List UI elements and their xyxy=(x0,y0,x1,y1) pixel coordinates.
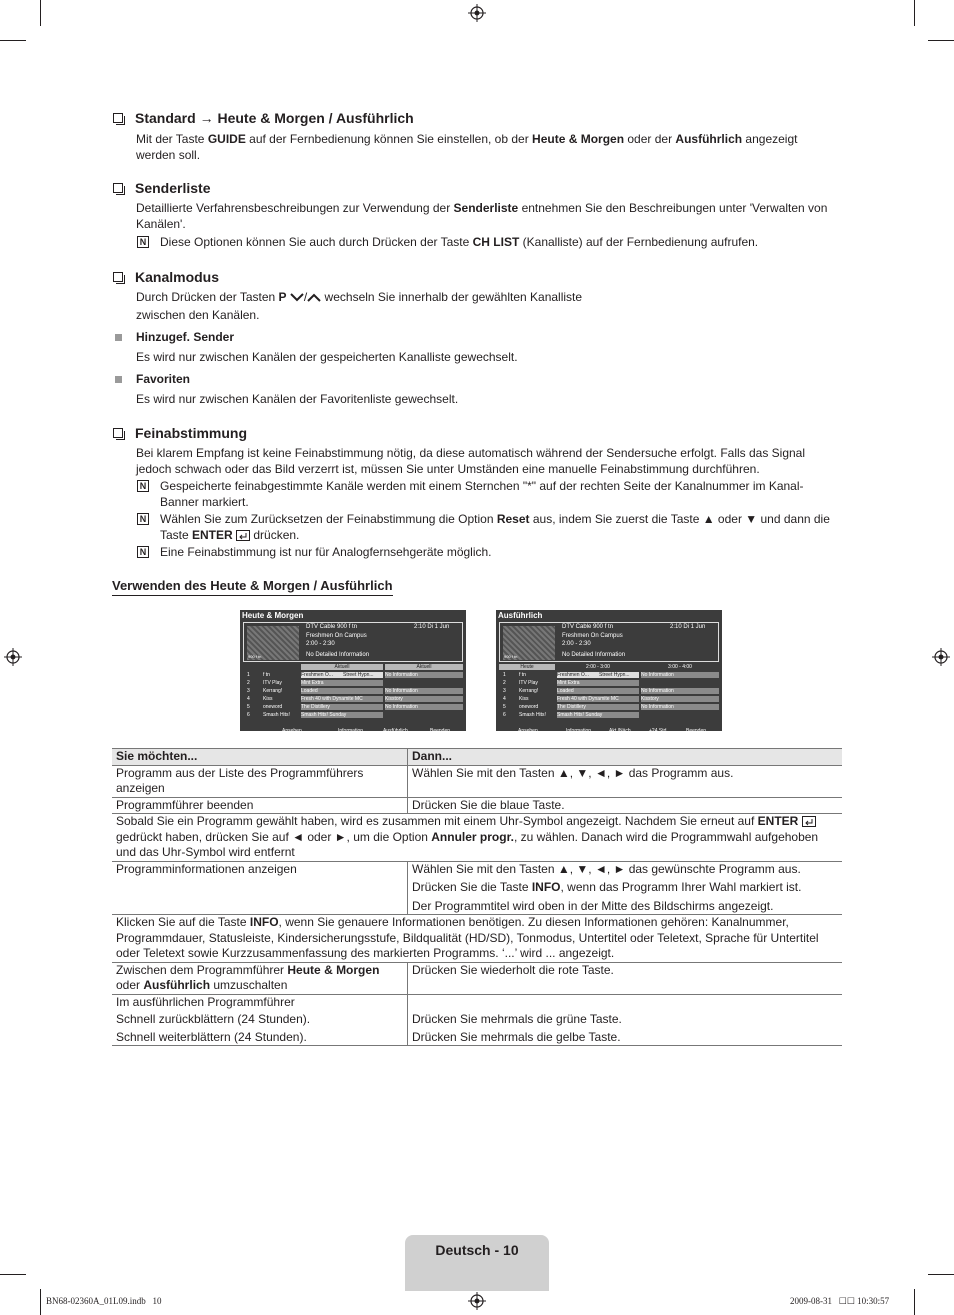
checkbox-bullet-icon xyxy=(113,113,123,123)
feinabstimmung-note-2: Wählen Sie zum Zurücksetzen der Feinabstimmung die Option Reset aus, indem Sie zuerst die Taste ▲ oder ▼ und dann die Taste ENTER drücken. xyxy=(160,512,830,542)
program-slot-b xyxy=(343,712,383,718)
table-cell: Klicken Sie auf die Taste INFO, wenn Sie genauere Informationen benötigen. Zu diesen Informationen gehören: Kanalnummer, Programmdauer, Statusleiste, Kindersicherungsstufe, Bildqualität (HD/SD), Tonmodus, Untertitel oder Teletext, Sprache für Untertitel oder Teletext sowie Kurzzusammenfassung des markierten Programms. ‘...’ wird ... angezeigt. xyxy=(112,915,842,963)
channel-number: 1 xyxy=(503,672,506,678)
footer-item: Information xyxy=(566,728,592,734)
col-header-a: Heute xyxy=(499,664,555,670)
channel-number: 4 xyxy=(503,696,506,702)
program-slot-a: Mint Extra xyxy=(557,680,639,686)
table-header-cell: Sie möchten... xyxy=(112,749,408,766)
enter-icon xyxy=(802,816,816,827)
program-slot-c: Kisstory xyxy=(385,696,463,702)
guide-channel-row[interactable] xyxy=(243,680,463,686)
footer-item: Akt./Näch xyxy=(609,728,631,734)
section-title-senderliste: Senderliste xyxy=(113,180,210,196)
program-slot-b xyxy=(599,688,639,694)
senderliste-note: Diese Optionen können Sie auch durch Drücken der Taste CH LIST (Kanalliste) auf der Fernbedienung aufrufen. xyxy=(160,235,759,249)
program-slot-c: Kisstory xyxy=(641,696,719,702)
col-header-a xyxy=(243,664,299,670)
crop-mark xyxy=(40,0,41,26)
section-title-kanalmodus: Kanalmodus xyxy=(113,269,219,285)
channel-number: 6 xyxy=(503,712,506,718)
note-icon: N xyxy=(137,480,149,492)
guide-channel-row[interactable] xyxy=(243,672,463,678)
program-slot-b xyxy=(343,696,383,702)
program-slot-a: Loaded xyxy=(557,688,639,694)
table-row xyxy=(112,915,842,963)
channel-name: oneword xyxy=(519,704,539,710)
footer-item: Ansehen xyxy=(518,728,538,734)
info-program: Freshmen On Campus xyxy=(562,633,623,639)
guide-channel-row[interactable] xyxy=(243,712,463,718)
channel-name: ITV Play xyxy=(263,680,282,686)
footer-item: Information xyxy=(338,728,364,734)
program-slot-a: The Distillery xyxy=(301,704,383,710)
footer-item: Ausführlich xyxy=(383,728,408,734)
favoriten-text: Es wird nur zwischen Kanälen der Favoritenliste gewechselt. xyxy=(136,392,459,406)
footer-item: Beenden xyxy=(430,728,451,734)
program-slot-b: Street Hypn... xyxy=(599,672,639,678)
program-info-panel xyxy=(243,622,463,662)
footer-item: Ansehen xyxy=(282,728,302,734)
square-bullet-icon xyxy=(115,376,122,383)
guide-channel-row[interactable] xyxy=(243,688,463,694)
program-slot-b xyxy=(599,712,639,718)
kanalmodus-text: Durch Drücken der Tasten P / wechseln Sie innerhalb der gewählten Kanalliste zwischen den Kanälen. xyxy=(136,290,583,322)
thumb-label: 900 f tn xyxy=(504,654,518,659)
channel-name: Smash Hits! xyxy=(263,712,290,718)
section-title-feinabstimmung: Feinabstimmung xyxy=(113,425,247,441)
info-detail: No Detailed Information xyxy=(306,652,370,658)
program-slot-b: Street Hypn... xyxy=(343,672,383,678)
program-slot-b xyxy=(599,680,639,686)
channel-name: ITV Play xyxy=(519,680,538,686)
channel-name: Kiss xyxy=(519,696,529,702)
guide-channel-row[interactable] xyxy=(499,696,719,702)
channel-number: 2 xyxy=(247,680,250,686)
program-slot-a: Freshmen O... xyxy=(557,672,639,678)
thumb-label: 900 f tn xyxy=(248,654,262,659)
program-slot-a: Smash Hits! Sunday xyxy=(301,712,383,718)
info-channel: DTV Cable 900 f tn xyxy=(562,624,614,630)
senderliste-text: Detaillierte Verfahrensbeschreibungen zur Verwendung der Senderliste entnehmen Sie den Beschreibungen unter 'Verwalten von Kanälen'. xyxy=(136,201,828,231)
feinabstimmung-text: Bei klarem Empfang ist keine Feinabstimmung nötig, da diese automatisch während der Sendersuche erfolgt. Falls das Signal jedoch schwach oder das Bild verzerrt ist, müssen Sie unter Umständen eine manuelle Feinabstimmung durchführen. xyxy=(136,446,806,476)
note-icon: N xyxy=(137,513,149,525)
screen-title: Ausführlich xyxy=(498,611,543,620)
registration-mark-icon xyxy=(468,4,486,22)
info-channel: DTV Cable 900 f tn xyxy=(306,624,358,630)
page-number: Deutsch - 10 xyxy=(435,1242,519,1258)
channel-name: f tn xyxy=(519,672,526,678)
channel-name: Kerrang! xyxy=(263,688,283,694)
program-slot-a: Fresh 40 with Dynamite MC xyxy=(557,696,639,702)
table-cell: Im ausführlichen Programmführer Schnell zurückblättern (24 Stunden). Schnell weiterblättern (24 Stunden). xyxy=(112,994,408,1046)
channel-name: oneword xyxy=(263,704,283,710)
channel-number: 3 xyxy=(247,688,250,694)
column-header-row xyxy=(499,664,719,670)
checkbox-bullet-icon xyxy=(113,272,123,282)
table-cell: Drücken Sie die blaue Taste. xyxy=(408,797,843,814)
table-row xyxy=(112,765,842,797)
crop-mark xyxy=(914,0,915,26)
table-cell: Programm aus der Liste des Programmführers anzeigen xyxy=(112,765,408,797)
guide-channel-row[interactable] xyxy=(499,672,719,678)
table-cell: Programmführer beenden xyxy=(112,797,408,814)
crop-mark xyxy=(0,1274,26,1275)
checkbox-bullet-icon xyxy=(113,428,123,438)
table-row xyxy=(112,861,842,915)
guide-channel-row[interactable] xyxy=(243,704,463,710)
table-row xyxy=(112,962,842,994)
table-cell: Drücken Sie mehrmals die grüne Taste. Drücken Sie mehrmals die gelbe Taste. xyxy=(408,994,843,1046)
channel-number: 6 xyxy=(247,712,250,718)
col-header-c: Aktuell xyxy=(385,664,463,670)
table-header-row xyxy=(112,749,842,766)
program-slot-c: No Information xyxy=(385,688,463,694)
program-slot-c xyxy=(385,712,463,718)
guide-usage-table xyxy=(112,748,842,1046)
guide-channel-row[interactable] xyxy=(499,688,719,694)
screen-title: Heute & Morgen xyxy=(242,611,304,620)
guide-channel-row[interactable] xyxy=(499,712,719,718)
table-cell: Wählen Sie mit den Tasten ▲, ▼, ◄, ► das gewünschte Programm aus. Drücken Sie die Taste INFO, wenn das Programm Ihrer Wahl markiert ist. Der Programmtitel wird oben in der Mitte des Bildschirms angezeigt. xyxy=(408,861,843,915)
subheading-hinzugef: Hinzugef. Sender xyxy=(136,330,235,344)
table-row xyxy=(112,797,842,814)
crop-mark xyxy=(928,1274,954,1275)
note-icon: N xyxy=(137,546,149,558)
table-cell: Sobald Sie ein Programm gewählt haben, wird es zusammen mit einem Uhr-Symbol angezeigt. Nachdem Sie erneut auf ENTER gedrückt haben, drücken Sie auf ◄ oder ►, um die Option Annuler progr., zu wählen. Danach wird die Programmwahl aufgehoben und das Uhr-Symbol wird entfernt xyxy=(112,814,842,862)
footer-item: Beenden xyxy=(686,728,707,734)
feinabstimmung-note-1: Gespeicherte feinabgestimmte Kanäle werden mit einem Sternchen "*" auf der rechten Seite der Kanalnummer im Kanal- Banner markiert. xyxy=(160,479,804,509)
registration-mark-icon xyxy=(468,1292,486,1310)
table-cell: Wählen Sie mit den Tasten ▲, ▼, ◄, ► das Programm aus. xyxy=(408,765,843,797)
program-slot-b xyxy=(343,688,383,694)
program-slot-c: No Information xyxy=(385,672,463,678)
guide-channel-row[interactable] xyxy=(243,696,463,702)
guide-screen-ausfuehrlich xyxy=(496,610,722,734)
subheading-favoriten: Favoriten xyxy=(136,372,191,386)
channel-number: 2 xyxy=(503,680,506,686)
channel-name: Kerrang! xyxy=(519,688,539,694)
info-slot: 2:00 - 2:30 xyxy=(306,641,335,647)
program-slot-c: No Information xyxy=(385,704,463,710)
standard-text: Mit der Taste GUIDE auf der Fernbedienung können Sie einstellen, ob der Heute & Morgen oder der Ausführlich angezeigt werden soll. xyxy=(136,132,798,162)
program-slot-c: No Information xyxy=(641,688,719,694)
enter-icon xyxy=(236,530,250,541)
section-title-standard: Standard → Heute & Morgen / Ausführlich xyxy=(113,110,414,126)
program-slot-b xyxy=(343,704,383,710)
program-slot-a: The Distillery xyxy=(557,704,639,710)
table-cell: Drücken Sie wiederholt die rote Taste. xyxy=(408,962,843,994)
hinzugef-text: Es wird nur zwischen Kanälen der gespeicherten Kanalliste gewechselt. xyxy=(136,350,518,364)
program-slot-c xyxy=(641,712,719,718)
info-time: 2:10 Di 1 Jun xyxy=(670,624,706,630)
program-slot-c: No Information xyxy=(641,672,719,678)
program-slot-a: Mint Extra xyxy=(301,680,383,686)
footer-item: +24 Std. xyxy=(649,728,668,734)
program-slot-b xyxy=(599,704,639,710)
chevron-up-icon xyxy=(307,293,321,302)
program-slot-a: Freshmen O... xyxy=(301,672,383,678)
program-slot-c xyxy=(385,680,463,686)
program-slot-b xyxy=(599,696,639,702)
table-row xyxy=(112,814,842,862)
program-slot-c: No Information xyxy=(641,704,719,710)
channel-name: Kiss xyxy=(263,696,273,702)
info-time: 2:10 Di 1 Jun xyxy=(414,624,450,630)
channel-number: 4 xyxy=(247,696,250,702)
crop-mark xyxy=(928,40,954,41)
crop-mark xyxy=(914,1289,915,1315)
table-header-cell: Dann... xyxy=(408,749,843,766)
program-info-panel xyxy=(499,622,719,662)
col-header-b: Aktuell xyxy=(301,664,383,670)
info-program: Freshmen On Campus xyxy=(306,633,367,639)
program-slot-a: Smash Hits! Sunday xyxy=(557,712,639,718)
channel-number: 3 xyxy=(503,688,506,694)
guide-screen-heute-morgen xyxy=(240,610,466,734)
col-header-b: 2:00 - 3:00 xyxy=(586,664,610,670)
crop-mark xyxy=(0,40,26,41)
program-slot-c xyxy=(641,680,719,686)
program-slot-b xyxy=(343,680,383,686)
col-header-c: 3:00 - 4:00 xyxy=(668,664,692,670)
guide-channel-row[interactable] xyxy=(499,704,719,710)
channel-number: 5 xyxy=(247,704,250,710)
guide-channel-row[interactable] xyxy=(499,680,719,686)
column-header-row xyxy=(243,664,463,670)
registration-mark-icon xyxy=(4,648,22,666)
table-cell: Zwischen dem Programmführer Heute & Morgen oder Ausführlich umzuschalten xyxy=(112,962,408,994)
crop-mark xyxy=(40,1289,41,1315)
print-file-name: BN68-02360A_01L09.indb 10 xyxy=(46,1296,162,1306)
info-detail: No Detailed Information xyxy=(562,652,626,658)
guide-heading: Verwenden des Heute & Morgen / Ausführlich xyxy=(112,578,393,596)
note-icon: N xyxy=(137,236,149,248)
channel-name: f tn xyxy=(263,672,270,678)
checkbox-bullet-icon xyxy=(113,183,123,193)
table-cell: Programminformationen anzeigen xyxy=(112,861,408,915)
registration-mark-icon xyxy=(932,648,950,666)
square-bullet-icon xyxy=(115,334,122,341)
feinabstimmung-note-3: Eine Feinabstimmung ist nur für Analogfernsehgeräte möglich. xyxy=(160,545,492,559)
table-row xyxy=(112,994,842,1046)
channel-name: Smash Hits! xyxy=(519,712,546,718)
program-slot-a: Loaded xyxy=(301,688,383,694)
program-slot-a: Fresh 40 with Dynamite MC xyxy=(301,696,383,702)
channel-number: 1 xyxy=(247,672,250,678)
info-slot: 2:00 - 2:30 xyxy=(562,641,591,647)
print-date: 2009-08-31 ☐☐ 10:30:57 xyxy=(790,1296,890,1306)
channel-number: 5 xyxy=(503,704,506,710)
chevron-down-icon xyxy=(290,293,304,302)
